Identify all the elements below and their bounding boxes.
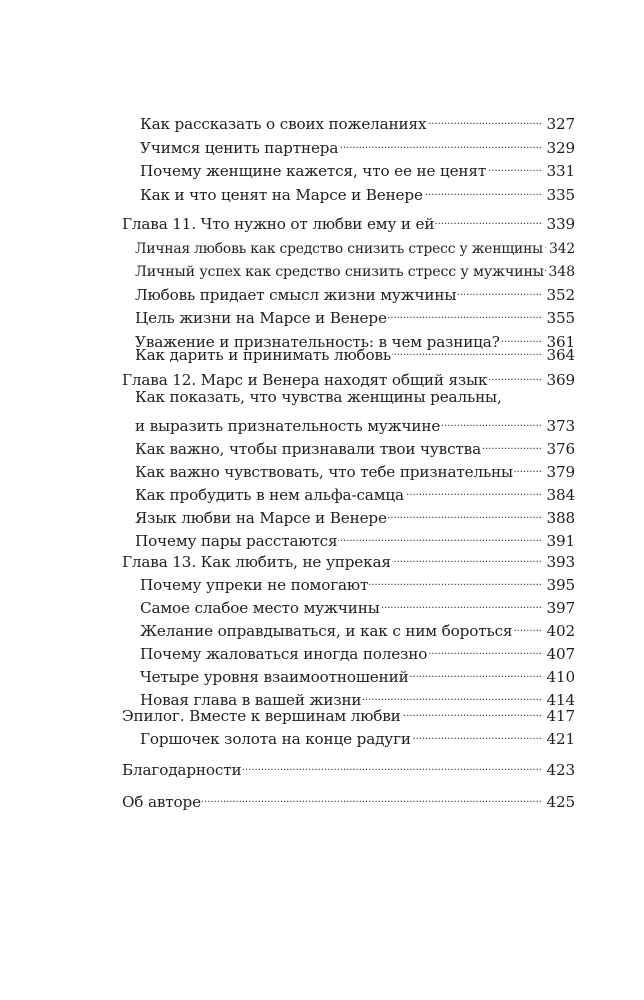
toc-entry-page: 364 [546, 346, 575, 364]
dot-leader [405, 478, 544, 500]
toc-entry-page: 352 [546, 285, 575, 304]
toc-entry[interactable] [0, 637, 575, 663]
toc-entry-page: 388 [546, 509, 575, 527]
toc-entry-title: Цель жизни на Марсе и Венере [135, 309, 387, 327]
toc-entry-page: 397 [546, 599, 575, 617]
toc-acknowledgements[interactable] [0, 753, 575, 779]
toc-entry-title: Горшочек золота на конце радуги [140, 730, 411, 748]
toc-entry[interactable] [0, 524, 575, 550]
toc-entry-page: 379 [546, 463, 575, 481]
dot-leader [488, 363, 543, 385]
toc-entry-title: Как и что ценят на Марсе и Венере [140, 185, 423, 204]
toc-entry-page: 407 [546, 645, 575, 663]
toc-entry[interactable] [0, 154, 575, 180]
toc-chapter-11[interactable] [0, 207, 575, 233]
toc-entry-page: 376 [546, 440, 575, 458]
toc-chapter-13[interactable] [0, 545, 575, 571]
toc-entry[interactable] [0, 501, 575, 527]
dot-leader [487, 154, 543, 176]
toc-entry-title: Личный успех как средство снизить стресс у мужчины [135, 264, 544, 280]
toc-entry-page: 348 [548, 264, 575, 280]
toc-entry[interactable] [0, 107, 575, 133]
toc-entry-title: Почему упреки не помогают [140, 576, 369, 594]
dot-leader [402, 699, 544, 721]
dot-leader [435, 207, 543, 229]
toc-entry-title: Уважение и признательность: в чем разница? [135, 332, 500, 351]
toc-entry-title: Почему пары расстаются [135, 532, 338, 550]
toc-entry[interactable] [0, 660, 575, 686]
toc-chapter-title: Об авторе [122, 793, 201, 811]
toc-entry[interactable] [0, 722, 575, 748]
toc-entry[interactable] [0, 254, 575, 280]
toc-entry[interactable] [0, 231, 575, 257]
toc-entry[interactable] [0, 591, 575, 617]
dot-leader [441, 409, 543, 431]
toc-entry-title: Самое слабое место мужчины [140, 599, 380, 617]
toc-entry-title: Как дарить и принимать любовь [135, 346, 392, 364]
dot-leader [369, 568, 543, 590]
toc-chapter-title: Глава 13. Как любить, не упрекая [122, 553, 391, 571]
dot-leader [513, 614, 543, 636]
toc-chapter-12[interactable] [0, 363, 575, 389]
toc-entry-page: 373 [546, 417, 575, 435]
dot-leader [338, 524, 543, 546]
toc-chapter-title: Эпилог. Вместе к вершинам любви [122, 707, 401, 725]
toc-entry-page: 395 [546, 576, 575, 594]
toc-chapter-page: 369 [546, 371, 575, 389]
toc-chapter-page: 339 [546, 215, 575, 233]
toc-entry[interactable] [0, 178, 575, 204]
toc-entry-title: Учимся ценить партнера [140, 138, 339, 157]
toc-entry[interactable] [0, 278, 575, 304]
toc-entry-title: и выразить признательность мужчине [135, 417, 441, 435]
toc-entry-title-line1: Как показать, что чувства женщины реальны, [135, 388, 502, 406]
dot-leader [482, 432, 543, 454]
toc-entry-title: Как важно чувствовать, что тебе признательны [135, 463, 513, 481]
toc-entry-line1[interactable] [0, 386, 575, 408]
toc-entry-title: Почему жаловаться иногда полезно [140, 645, 428, 663]
toc-chapter-title: Глава 11. Что нужно от любви ему и ей [122, 215, 435, 233]
dot-leader [339, 131, 543, 153]
toc-entry-title: Четыре уровня взаимоотношений [140, 668, 409, 686]
dot-leader [412, 722, 544, 744]
toc-entry[interactable] [0, 614, 575, 640]
toc-entry-page: 391 [546, 532, 575, 550]
dot-leader [202, 785, 544, 807]
toc-entry-page: 331 [546, 162, 575, 180]
toc-entry-title: Желание оправдываться, и как с ним бороться [140, 622, 513, 640]
toc-entry-title: Почему женщине кажется, что ее не ценят [140, 162, 487, 180]
toc-entry-title: Любовь придает смысл жизни мужчины [135, 285, 457, 304]
toc-entry-title: Как важно, чтобы признавали твои чувства [135, 440, 481, 458]
dot-leader [544, 231, 546, 253]
toc-about-author[interactable] [0, 785, 575, 811]
toc-entry-page: 342 [549, 240, 575, 257]
toc-entry[interactable] [0, 301, 575, 327]
toc-entry-title: Как рассказать о своих пожеланиях [140, 115, 427, 133]
dot-leader [424, 178, 544, 200]
toc-entry[interactable] [0, 432, 575, 458]
toc-chapter-page: 425 [546, 793, 575, 811]
dot-leader [388, 501, 544, 523]
toc-chapter-page: 393 [546, 553, 575, 571]
dot-leader [410, 660, 544, 682]
dot-leader [392, 545, 544, 567]
dot-leader [388, 301, 544, 323]
toc-entry-title: Язык любви на Марсе и Венере [135, 509, 387, 527]
dot-leader [392, 338, 543, 360]
toc-chapter-page: 423 [546, 761, 575, 779]
toc-entry-title: Новая глава в вашей жизни [140, 691, 362, 709]
toc-chapter-title: Благодарности [122, 761, 242, 779]
toc-entry-page: 327 [546, 115, 575, 133]
toc-entry-page: 410 [546, 668, 575, 686]
toc-entry-page: 384 [546, 486, 575, 504]
toc-chapter-title: Глава 12. Марс и Венера находят общий язык [122, 371, 488, 389]
toc-entry-page: 402 [546, 622, 575, 640]
toc-entry[interactable] [0, 478, 575, 504]
dot-leader [381, 591, 544, 613]
toc-entry[interactable] [0, 131, 575, 157]
toc-entry-page: 361 [546, 332, 575, 351]
dot-leader [514, 455, 543, 477]
toc-entry[interactable] [0, 568, 575, 594]
dot-leader [457, 278, 543, 300]
dot-leader [428, 637, 543, 659]
toc-entry-page: 335 [546, 185, 575, 204]
toc-entry[interactable] [0, 455, 575, 481]
toc-entry-page: 421 [546, 730, 575, 748]
toc-entry-title: Как пробудить в нем альфа-самца [135, 486, 404, 504]
dot-leader [427, 107, 543, 129]
toc-entry[interactable] [0, 409, 575, 435]
toc-entry-page: 414 [546, 691, 575, 709]
toc-entry-title: Личная любовь как средство снизить стресс у женщины [135, 240, 543, 257]
toc-entry-page: 329 [546, 138, 575, 157]
toc-epilogue[interactable] [0, 699, 575, 725]
toc-chapter-page: 417 [546, 707, 575, 725]
dot-leader [242, 753, 543, 775]
toc-entry[interactable] [0, 338, 575, 364]
toc-entry-page: 355 [546, 309, 575, 327]
